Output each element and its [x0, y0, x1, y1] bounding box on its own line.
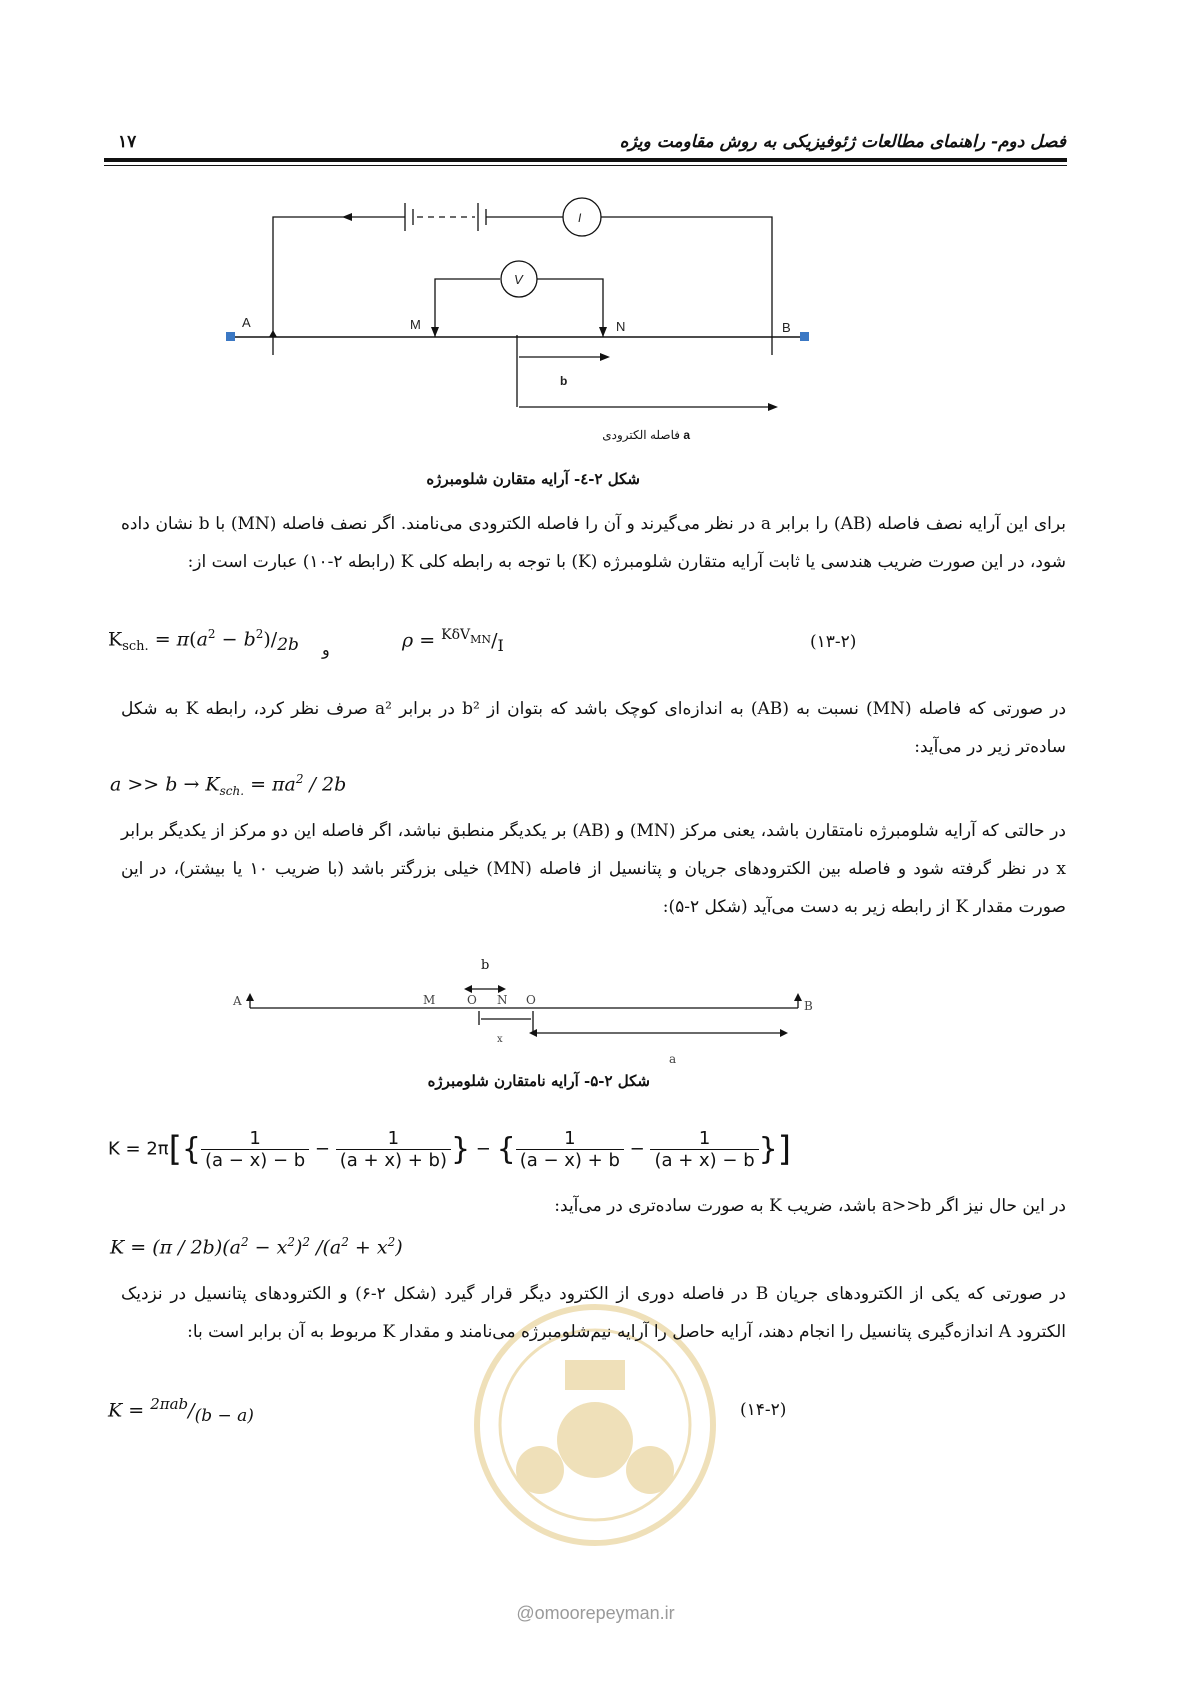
equation-13-2-conj: و — [322, 640, 330, 659]
b-arrow-left — [464, 985, 472, 993]
label-b-dim: b — [481, 958, 490, 973]
ammeter-label: I — [578, 211, 582, 225]
figure-asymmetric-schlumberger — [225, 955, 825, 1070]
running-header-title: فصل دوم- راهنمای مطالعات ژئوفیزیکی به روش مقاومت ویژه — [619, 132, 1066, 152]
figure2-caption: شکل ۲-۵- آرایه نامتقارن شلومبرژه — [427, 1072, 650, 1090]
electrode-b-arrow — [794, 993, 802, 1001]
footer-site-label — [0, 1603, 1191, 1624]
label-a: A — [233, 994, 242, 1008]
label-a: A — [242, 315, 251, 330]
label-b: B — [782, 320, 791, 335]
b-arrow-right — [498, 985, 506, 993]
paragraph-2: در صورتی که فاصله (MN) نسبت به (AB) به اندازه‌ای کوچک باشد که بتوان از b² در برابر a² صرف نظر کرد، رابطه K به شکل ساده‌تر زیر در می‌آید: — [121, 699, 1067, 757]
electrode-n-arrow — [599, 327, 607, 337]
label-m: M — [423, 993, 436, 1007]
potential-wire-right — [537, 279, 603, 337]
at-icon: @ — [516, 1603, 535, 1623]
equation-14-2-number: (۱۴-۲) — [740, 1400, 787, 1420]
a-arrow-head — [768, 403, 778, 411]
paragraph-3: در حالتی که آرایه شلومبرژه نامتقارن باشد، یعنی مرکز (MN) و (AB) بر یکدیگر منطبق نباشد، اگر فاصله این دو مرکز از یکدیگر برابر x در نظر گرفته شود و فاصله بین الکترودهای جریان و پتانسیل از فاصله (MN) خیلی بزرگتر باشد (با ضریب ۱۰ یا بیشتر)، در این صورت مقدار K از رابطه زیر به دست می‌آید (شکل ۲-۵): — [121, 821, 1066, 917]
header-rule-thick — [104, 158, 1067, 162]
a-arrow-right — [780, 1029, 788, 1037]
paragraph-5: در صورتی که یکی از الکترودهای جریان B در فاصله دوری از الکترود دیگر قرار گیرد (شکل ۲-۶) و الکترودهای پتانسیل در نزدیک الکترود A اندازه‌گیری پتانسیل را انجام دهند، آرایه حاصل را آرایه نیم‌شلومبرژه می‌نامند و مقدار K مربوط به آن برابر است با: — [121, 1284, 1066, 1342]
current-wire-right — [601, 217, 772, 343]
equation-simplified-k: $a >> b \to K_{sch.} = \pi a^2 / 2b$ — [110, 772, 347, 799]
figure1-a-symbol: a — [683, 428, 690, 442]
electrode-m-arrow — [431, 327, 439, 337]
b-arrow-head — [600, 353, 610, 361]
figure1-caption: شکل ۲-٤- آرایه متقارن شلومبرژه — [426, 470, 640, 488]
current-direction-arrow — [342, 213, 352, 221]
potential-wire-left — [435, 279, 500, 337]
equation-14-2-k: $K = ^{2\pi ab}/_{(b - a)}$ — [108, 1395, 254, 1427]
page-number: ۱۷ — [118, 132, 137, 152]
equation-asymmetric-simplified: $K = (\pi / 2b)(a^2 - x^2)^2$ $/(a^2 + x^2)$ — [110, 1235, 403, 1259]
label-n: N — [616, 319, 626, 334]
equation-13-2-number: (۱۳-۲) — [810, 632, 857, 652]
equation-13-2-k: $K_{sch.} = \pi(a^2 - b^2)/_{2b}$ — [108, 627, 299, 656]
electrode-a-arrow — [246, 993, 254, 1001]
voltmeter-label: V — [514, 272, 523, 287]
label-a-dim: a — [669, 1052, 677, 1066]
equation-asymmetric-k: K = 2π[{ $\frac{1}{(a - x) - b}$ − $\frac{1}{(a + x) + b)}$ } − { $\frac{1}{(a - x) + b}$ − $\frac{1}{(a + x) - b}$ }] — [108, 1128, 792, 1171]
electrode-b-marker — [800, 332, 809, 341]
header-rule-thin — [104, 165, 1067, 166]
paragraph-1: برای این آرایه نصف فاصله (AB) را برابر a در نظر می‌گیرند و آن را فاصله الکترودی می‌نامند. اگر نصف فاصله (MN) با b نشان داده شود، در این صورت ضریب هندسی یا ثابت آرایه متقارن شلومبرژه (K) با توجه به رابطه کلی K (رابطه ۲-۱۰) عبارت است از: — [121, 514, 1066, 572]
label-b-dim: b — [560, 374, 568, 388]
paragraph-4: در این حال نیز اگر a>>b باشد، ضریب K به صورت ساده‌تری در می‌آید: — [554, 1196, 1066, 1216]
label-o1: O — [467, 993, 477, 1007]
figure1-a-label — [560, 428, 690, 442]
current-wire-left — [273, 217, 405, 343]
figure1-a-text: فاصله الکترودی — [602, 428, 680, 442]
electrode-a-marker — [226, 332, 235, 341]
label-x-dim: x — [497, 1034, 503, 1045]
figure-symmetric-schlumberger — [220, 185, 820, 455]
label-n: N — [497, 993, 508, 1007]
footer-site-text: omoorepeyman.ir — [534, 1603, 675, 1623]
label-m: M — [410, 317, 421, 332]
ammeter-symbol — [563, 198, 601, 236]
label-o2: O — [526, 993, 536, 1007]
label-b: B — [804, 999, 813, 1013]
equation-13-2-rho: $\rho = ^{K\delta V_{MN}}/_I$ — [402, 627, 504, 656]
electrode-a-arrow — [269, 330, 277, 337]
